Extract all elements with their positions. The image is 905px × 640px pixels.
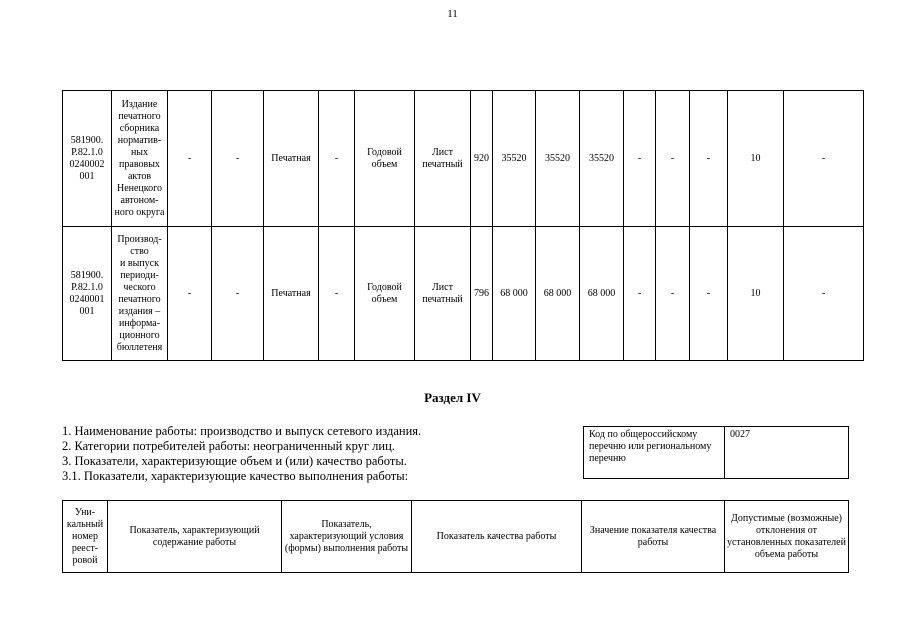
page-number: 11 bbox=[447, 8, 458, 20]
registry-number-cell: 581900. Р.82.1.0 0240001 001 bbox=[63, 227, 112, 361]
header-content-indicator: Показатель, характеризующий содержание работы bbox=[108, 501, 282, 573]
table-cell: - bbox=[319, 227, 355, 361]
payment-cell: - bbox=[656, 227, 690, 361]
header-registry-number: Уни- кальный номер реест- ровой bbox=[63, 501, 108, 573]
header-conditions-indicator: Показатель, характеризующий условия (формы) выполнения работы bbox=[282, 501, 412, 573]
registry-code-value: 0027 bbox=[725, 427, 849, 479]
unit-name-cell: Лист печатный bbox=[415, 91, 471, 227]
okei-code-cell: 796 bbox=[471, 227, 493, 361]
payment-cell: - bbox=[656, 91, 690, 227]
header-allowed-deviations: Допустимые (возможные) отклонения от установленных показателей объема работы bbox=[725, 501, 849, 573]
table-cell: - bbox=[212, 227, 264, 361]
indicator-name-cell: Годовой объем bbox=[355, 91, 415, 227]
volume-indicators-table bbox=[62, 90, 864, 361]
deviation-percent-cell: 10 bbox=[728, 227, 784, 361]
value-cell: 68 000 bbox=[536, 227, 580, 361]
consumer-category-line: 2. Категории потребителей работы: неограниченный круг лиц. bbox=[62, 439, 395, 453]
header-quality-indicator: Показатель качества работы bbox=[412, 501, 582, 573]
work-name-line: 1. Наименование работы: производство и выпуск сетевого издания. bbox=[62, 424, 422, 438]
work-name-cell: Издание печатного сборника норматив- ных правовых актов Ненецкого автоном- ного округа bbox=[112, 91, 168, 227]
payment-cell: - bbox=[690, 227, 728, 361]
table-row bbox=[63, 227, 864, 361]
table-cell: - bbox=[168, 91, 212, 227]
deviation-absolute-cell: - bbox=[784, 91, 864, 227]
indicators-line: 3. Показатели, характеризующие объем и (или) качество работы. bbox=[62, 454, 407, 468]
value-cell: 68 000 bbox=[580, 227, 624, 361]
payment-cell: - bbox=[690, 91, 728, 227]
table-header-row bbox=[63, 501, 849, 573]
form-cell: Печатная bbox=[264, 227, 319, 361]
section-description bbox=[62, 424, 582, 484]
section-title: Раздел IV bbox=[424, 390, 481, 405]
deviation-absolute-cell: - bbox=[784, 227, 864, 361]
table-cell: - bbox=[168, 227, 212, 361]
registry-number-cell: 581900. Р.82.1.0 0240002 001 bbox=[63, 91, 112, 227]
payment-cell: - bbox=[624, 227, 656, 361]
value-cell: 35520 bbox=[536, 91, 580, 227]
work-name-cell: Производ- ство и выпуск периоди- ческого печатного издания – информа- ционного бюллетеня bbox=[112, 227, 168, 361]
table-cell: - bbox=[319, 91, 355, 227]
payment-cell: - bbox=[624, 91, 656, 227]
value-cell: 35520 bbox=[580, 91, 624, 227]
table-row bbox=[63, 91, 864, 227]
form-cell: Печатная bbox=[264, 91, 319, 227]
table-cell: - bbox=[212, 91, 264, 227]
okei-code-cell: 920 bbox=[471, 91, 493, 227]
unit-name-cell: Лист печатный bbox=[415, 227, 471, 361]
quality-indicators-table bbox=[62, 500, 849, 573]
deviation-percent-cell: 10 bbox=[728, 91, 784, 227]
value-cell: 68 000 bbox=[493, 227, 536, 361]
indicator-name-cell: Годовой объем bbox=[355, 227, 415, 361]
registry-code-box bbox=[583, 426, 849, 479]
value-cell: 35520 bbox=[493, 91, 536, 227]
quality-indicators-line: 3.1. Показатели, характеризующие качество выполнения работы: bbox=[62, 469, 409, 483]
header-quality-value: Значение показателя качества работы bbox=[582, 501, 725, 573]
registry-code-label: Код по общероссийскому перечню или региональному перечню bbox=[584, 427, 725, 479]
